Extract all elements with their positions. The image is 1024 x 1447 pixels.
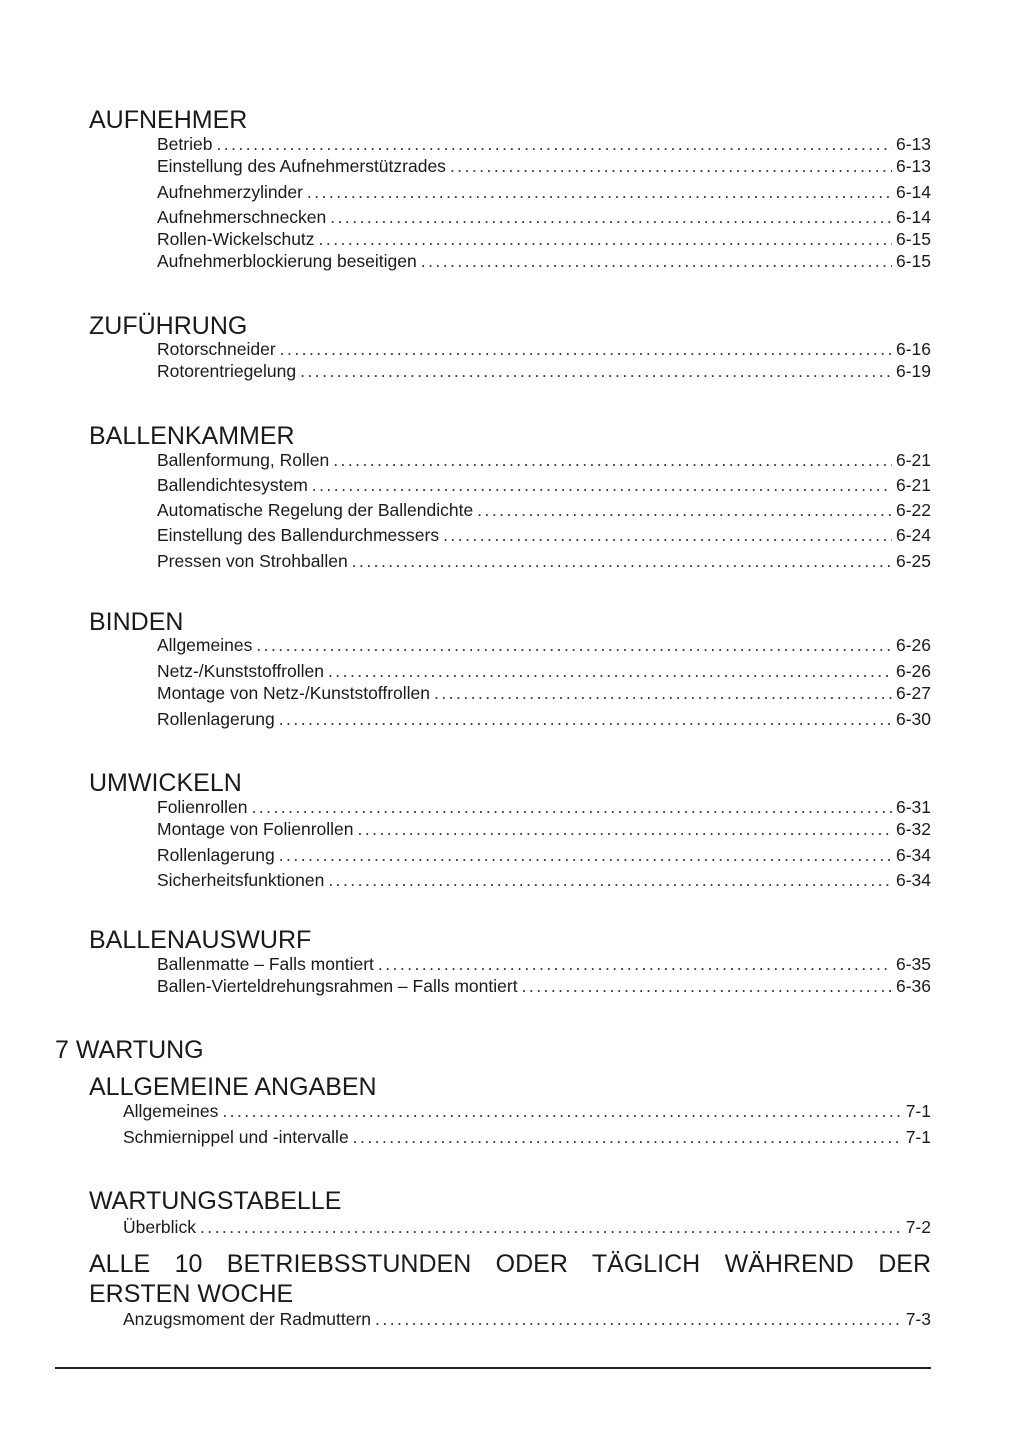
entry-page: 6-22 xyxy=(895,500,931,520)
toc-entry[interactable] xyxy=(157,206,931,228)
dot-leader xyxy=(378,953,892,975)
toc-entry[interactable] xyxy=(157,869,931,891)
entry-title: Aufnehmerzylinder xyxy=(157,182,303,202)
dot-leader xyxy=(375,1308,902,1330)
dot-leader xyxy=(312,474,892,496)
dot-leader xyxy=(307,181,892,203)
entry-title: Aufnehmerschnecken xyxy=(157,207,327,227)
entry-title: Montage von Netz-/Kunststoffrollen xyxy=(157,683,431,703)
entry-title: Montage von Folienrollen xyxy=(157,819,354,839)
dot-leader xyxy=(216,133,892,155)
dot-leader xyxy=(333,449,892,471)
toc-entry[interactable] xyxy=(157,250,931,272)
dot-leader xyxy=(200,1216,902,1238)
toc-entry[interactable] xyxy=(157,818,931,840)
entry-page: 7-1 xyxy=(905,1101,931,1121)
toc-entry[interactable] xyxy=(157,524,931,546)
dot-leader xyxy=(352,550,892,572)
entry-title: Allgemeines xyxy=(157,635,253,655)
entry-page: 6-13 xyxy=(895,156,931,176)
dot-leader xyxy=(251,796,892,818)
toc-entry[interactable] xyxy=(157,634,931,656)
dot-leader xyxy=(256,634,892,656)
footer-rule xyxy=(55,1367,931,1369)
toc-entry[interactable] xyxy=(157,953,931,975)
dot-leader xyxy=(222,1100,901,1122)
section-heading: BINDEN xyxy=(89,608,184,636)
toc-entry[interactable] xyxy=(157,708,931,730)
dot-leader xyxy=(280,338,892,360)
entry-title: Ballendichtesystem xyxy=(157,475,308,495)
entry-page: 6-35 xyxy=(895,954,931,974)
toc-entry[interactable] xyxy=(157,338,931,360)
entry-title: Rollen-Wickelschutz xyxy=(157,229,315,249)
entry-title: Überblick xyxy=(123,1217,196,1237)
entry-page: 6-32 xyxy=(895,819,931,839)
entry-title: Betrieb xyxy=(157,134,213,154)
toc-entry[interactable] xyxy=(157,449,931,471)
toc-entry[interactable] xyxy=(157,682,931,704)
section-heading: UMWICKELN xyxy=(89,769,242,797)
entry-page: 6-34 xyxy=(895,870,931,890)
dot-leader xyxy=(522,975,892,997)
entry-page: 6-15 xyxy=(895,251,931,271)
entry-title: Automatische Regelung der Ballendichte xyxy=(157,500,474,520)
entry-page: 7-1 xyxy=(905,1127,931,1147)
entry-title: Rotorschneider xyxy=(157,339,276,359)
entry-page: 6-34 xyxy=(895,845,931,865)
entry-title: Sicherheitsfunktionen xyxy=(157,870,325,890)
toc-entry[interactable] xyxy=(157,499,931,521)
entry-title: Netz-/Kunststoffrollen xyxy=(157,661,324,681)
entry-page: 6-27 xyxy=(895,683,931,703)
dot-leader xyxy=(279,708,892,730)
entry-page: 6-15 xyxy=(895,229,931,249)
toc-entry[interactable] xyxy=(123,1216,931,1238)
entry-title: Einstellung des Aufnehmerstützrades xyxy=(157,156,446,176)
dot-leader xyxy=(300,360,892,382)
toc-entry[interactable] xyxy=(157,796,931,818)
entry-title: Aufnehmerblockierung beseitigen xyxy=(157,251,417,271)
dot-leader xyxy=(330,206,892,228)
toc-entry[interactable] xyxy=(157,660,931,682)
entry-page: 6-25 xyxy=(895,551,931,571)
entry-page: 6-21 xyxy=(895,450,931,470)
entry-page: 6-30 xyxy=(895,709,931,729)
toc-entry[interactable] xyxy=(157,181,931,203)
entry-page: 6-26 xyxy=(895,635,931,655)
section-heading: AUFNEHMER xyxy=(89,106,248,134)
dot-leader xyxy=(328,869,892,891)
section-heading: WARTUNGSTABELLE xyxy=(89,1187,342,1215)
entry-page: 6-16 xyxy=(895,339,931,359)
dot-leader xyxy=(450,155,892,177)
entry-page: 6-24 xyxy=(895,525,931,545)
entry-page: 6-13 xyxy=(895,134,931,154)
entry-title: Folienrollen xyxy=(157,797,248,817)
toc-entry[interactable] xyxy=(123,1126,931,1148)
entry-page: 6-14 xyxy=(895,182,931,202)
dot-leader xyxy=(358,818,892,840)
section-heading: ZUFÜHRUNG xyxy=(89,312,248,340)
toc-entry[interactable] xyxy=(157,975,931,997)
entry-title: Einstellung des Ballendurchmessers xyxy=(157,525,440,545)
dot-leader xyxy=(353,1126,902,1148)
toc-entry[interactable] xyxy=(157,550,931,572)
dot-leader xyxy=(279,844,892,866)
dot-leader xyxy=(319,228,892,250)
section-heading: ALLE 10 BETRIEBSSTUNDEN ODER TÄGLICH WÄHREND DER ERSTEN WOCHE xyxy=(89,1250,931,1308)
dot-leader xyxy=(477,499,892,521)
entry-title: Ballenformung, Rollen xyxy=(157,450,330,470)
dot-leader xyxy=(434,682,892,704)
toc-entry[interactable] xyxy=(123,1100,931,1122)
entry-title: Rotorentriegelung xyxy=(157,361,297,381)
entry-title: Ballenmatte – Falls montiert xyxy=(157,954,374,974)
entry-page: 6-19 xyxy=(895,361,931,381)
toc-entry[interactable] xyxy=(157,228,931,250)
dot-leader xyxy=(421,250,892,272)
entry-page: 6-14 xyxy=(895,207,931,227)
toc-entry[interactable] xyxy=(157,360,931,382)
section-heading: BALLENAUSWURF xyxy=(89,926,312,954)
entry-title: Rollenlagerung xyxy=(157,709,275,729)
entry-page: 6-21 xyxy=(895,475,931,495)
entry-page: 6-31 xyxy=(895,797,931,817)
toc-entry[interactable] xyxy=(157,155,931,177)
toc-entry[interactable] xyxy=(157,474,931,496)
toc-entry[interactable] xyxy=(157,133,931,155)
entry-title: Rollenlagerung xyxy=(157,845,275,865)
entry-page: 7-2 xyxy=(905,1217,931,1237)
entry-title: Allgemeines xyxy=(123,1101,219,1121)
toc-entry[interactable] xyxy=(123,1308,931,1330)
toc-entry[interactable] xyxy=(157,844,931,866)
dot-leader xyxy=(328,660,892,682)
dot-leader xyxy=(443,524,892,546)
entry-page: 6-36 xyxy=(895,976,931,996)
entry-page: 7-3 xyxy=(905,1309,931,1329)
chapter-title: 7 WARTUNG xyxy=(55,1036,204,1064)
entry-page: 6-26 xyxy=(895,661,931,681)
entry-title: Ballen-Vierteldrehungsrahmen – Falls montiert xyxy=(157,976,518,996)
entry-title: Schmiernippel und -intervalle xyxy=(123,1127,349,1147)
entry-title: Anzugsmoment der Radmuttern xyxy=(123,1309,372,1329)
section-heading: BALLENKAMMER xyxy=(89,422,295,450)
entry-title: Pressen von Strohballen xyxy=(157,551,348,571)
section-heading: ALLGEMEINE ANGABEN xyxy=(89,1073,377,1101)
